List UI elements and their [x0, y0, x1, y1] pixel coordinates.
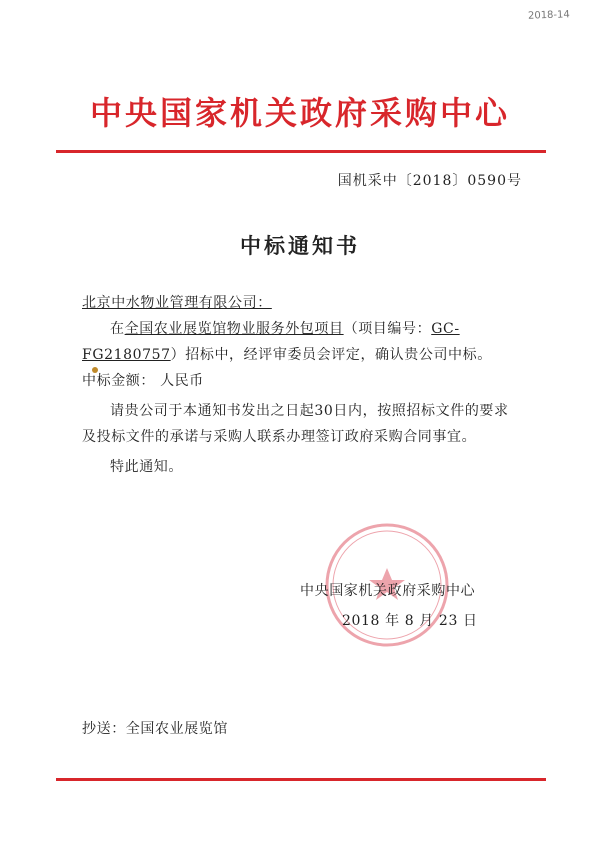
- salutation: [82, 290, 512, 316]
- award-amount-line: [82, 368, 512, 394]
- signature-block: [300, 576, 520, 636]
- award-paragraph: [82, 316, 512, 368]
- amount-label: 中标金额：: [82, 373, 155, 389]
- handwritten-corner-note: 2018-14: [527, 9, 570, 22]
- project-name: 全国农业展览馆物业服务外包项目: [124, 321, 344, 337]
- page-title: 中标通知书: [240, 234, 360, 258]
- para1-suffix: ）招标中，经评审委员会评定，确认贵公司中标。: [170, 347, 492, 363]
- footer-divider: [56, 778, 546, 781]
- document-number: 国机采中〔2018〕0590号: [337, 173, 522, 189]
- cc-line: 抄送：全国农业展览馆: [82, 721, 228, 737]
- signature-issuer: 中央国家机关政府采购中心: [300, 583, 476, 599]
- para1-mid: （项目编号：: [343, 321, 432, 337]
- issuer-header: 中央国家机关政府采购中心: [89, 94, 510, 132]
- notice-body: [82, 290, 512, 480]
- contract-paragraph: 请贵公司于本通知书发出之日起30日内，按照招标文件的要求及投标文件的承诺与采购人联系办理签订政府采购合同事宜。: [82, 403, 509, 445]
- signature-date: 2018 年 8 月 23 日: [342, 613, 478, 629]
- para1-prefix: 在: [110, 321, 125, 337]
- project-code: GC-FG2180757: [82, 321, 460, 363]
- ink-dot: [92, 367, 98, 373]
- recipient-name: 北京中水物业管理有限公司：: [82, 295, 272, 311]
- amount-value: 人民币: [160, 373, 204, 389]
- header-divider: [56, 150, 546, 153]
- closing-paragraph: 特此通知。: [110, 459, 183, 475]
